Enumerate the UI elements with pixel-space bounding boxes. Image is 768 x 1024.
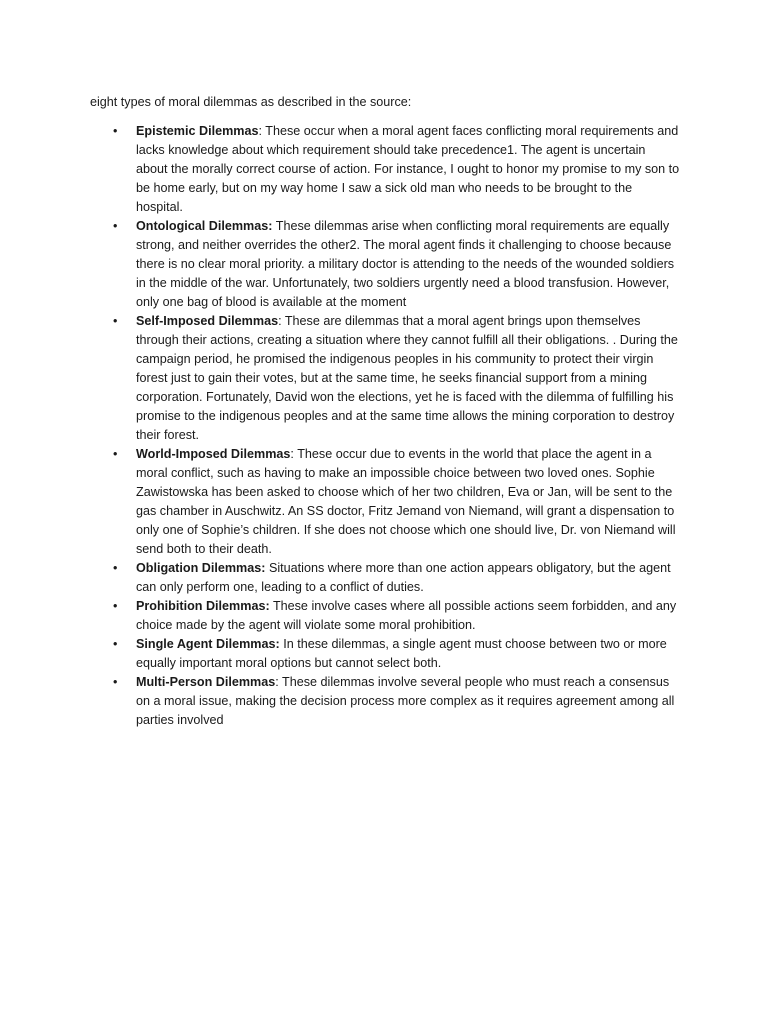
item-separator: : bbox=[278, 314, 285, 328]
bullet-icon: • bbox=[113, 124, 118, 138]
item-text: These occur when a moral agent faces conflicting moral requirements and lacks knowledge about which requirement should take precedence1. The agent is uncertain about the morally correct course of action. For instance, I ought to honor my promise to my son to be home early, but on my way home I saw a sick old man who needs to be brought to the hospital. bbox=[136, 124, 680, 214]
item-term: Ontological Dilemmas: bbox=[136, 219, 273, 233]
item-term: Multi-Person Dilemmas bbox=[136, 675, 276, 689]
bullet-icon: • bbox=[113, 314, 118, 328]
item-text: These occur due to events in the world that place the agent in a moral conflict, such as having to make an impossible choice between two loved ones. Sophie Zawistowska has been asked to choose which of her two children, Eva or Jan, will be sent to the gas chamber in Auschwitz. An SS doctor, Fritz Jemand von Niemand, will grant a dispensation to only one of Sophie’s children. If she does not choose which one should live, Dr. von Niemand will send both to their death. bbox=[136, 447, 676, 556]
item-text: These involve cases where all possible actions seem forbidden, and any choice made by the agent will violate some moral prohibition. bbox=[136, 599, 677, 632]
item-term: Prohibition Dilemmas: bbox=[136, 599, 270, 613]
item-text: These are dilemmas that a moral agent brings upon themselves through their actions, creating a situation where they cannot fulfill all their obligations. . During the campaign period, he promised the indigenous peoples in his community to protect their virgin forest just to gain their votes, but at the same time, he seeks financial support from a mining corporation. Fortunately, David won the elections, yet he is faced with the dilemma of fulfilling his promise to the indigenous peoples and at the same time allows the mining corporation to destroy their forest. bbox=[136, 314, 678, 442]
list-item-multi-person bbox=[90, 673, 680, 730]
bullet-icon: • bbox=[113, 219, 118, 233]
bullet-icon: • bbox=[113, 637, 118, 651]
item-separator: : bbox=[290, 447, 298, 461]
item-term: Epistemic Dilemmas bbox=[136, 124, 259, 138]
item-text: In these dilemmas, a single agent must choose between two or more equally important moral options but cannot select both. bbox=[136, 637, 667, 670]
bullet-icon: • bbox=[113, 561, 118, 575]
bullet-icon: • bbox=[113, 675, 118, 689]
list-item-obligation bbox=[90, 559, 680, 597]
item-text: These dilemmas involve several people who must reach a consensus on a moral issue, making the decision process more complex as it requires agreement among all parties involved bbox=[136, 675, 675, 727]
list-item-self-imposed bbox=[90, 312, 680, 445]
item-separator: : bbox=[258, 124, 266, 138]
dilemma-list bbox=[90, 122, 680, 730]
item-term: World-Imposed Dilemmas bbox=[136, 447, 291, 461]
list-item-world-imposed bbox=[90, 445, 680, 559]
item-text: Situations where more than one action appears obligatory, but the agent can only perform one, leading to a conflict of duties. bbox=[136, 561, 671, 594]
item-text: These dilemmas arise when conflicting moral requirements are equally strong, and neither overrides the other2. The moral agent finds it challenging to choose because there is no clear moral priority. a military doctor is attending to the needs of the wounded soldiers in the middle of the war. Unfortunately, two soldiers urgently need a blood transfusion. However, only one bag of blood is available at the moment bbox=[136, 219, 675, 309]
list-item-epistemic bbox=[90, 122, 680, 217]
item-separator: : bbox=[275, 675, 283, 689]
list-item-ontological bbox=[90, 217, 680, 312]
bullet-icon: • bbox=[113, 599, 118, 613]
item-term: Obligation Dilemmas: bbox=[136, 561, 266, 575]
list-item-single-agent bbox=[90, 635, 680, 673]
intro-line: eight types of moral dilemmas as described in the source: bbox=[90, 95, 412, 109]
bullet-icon: • bbox=[113, 447, 118, 461]
item-term: Single Agent Dilemmas: bbox=[136, 637, 280, 651]
list-item-prohibition bbox=[90, 597, 680, 635]
item-term: Self-Imposed Dilemmas bbox=[136, 314, 279, 328]
